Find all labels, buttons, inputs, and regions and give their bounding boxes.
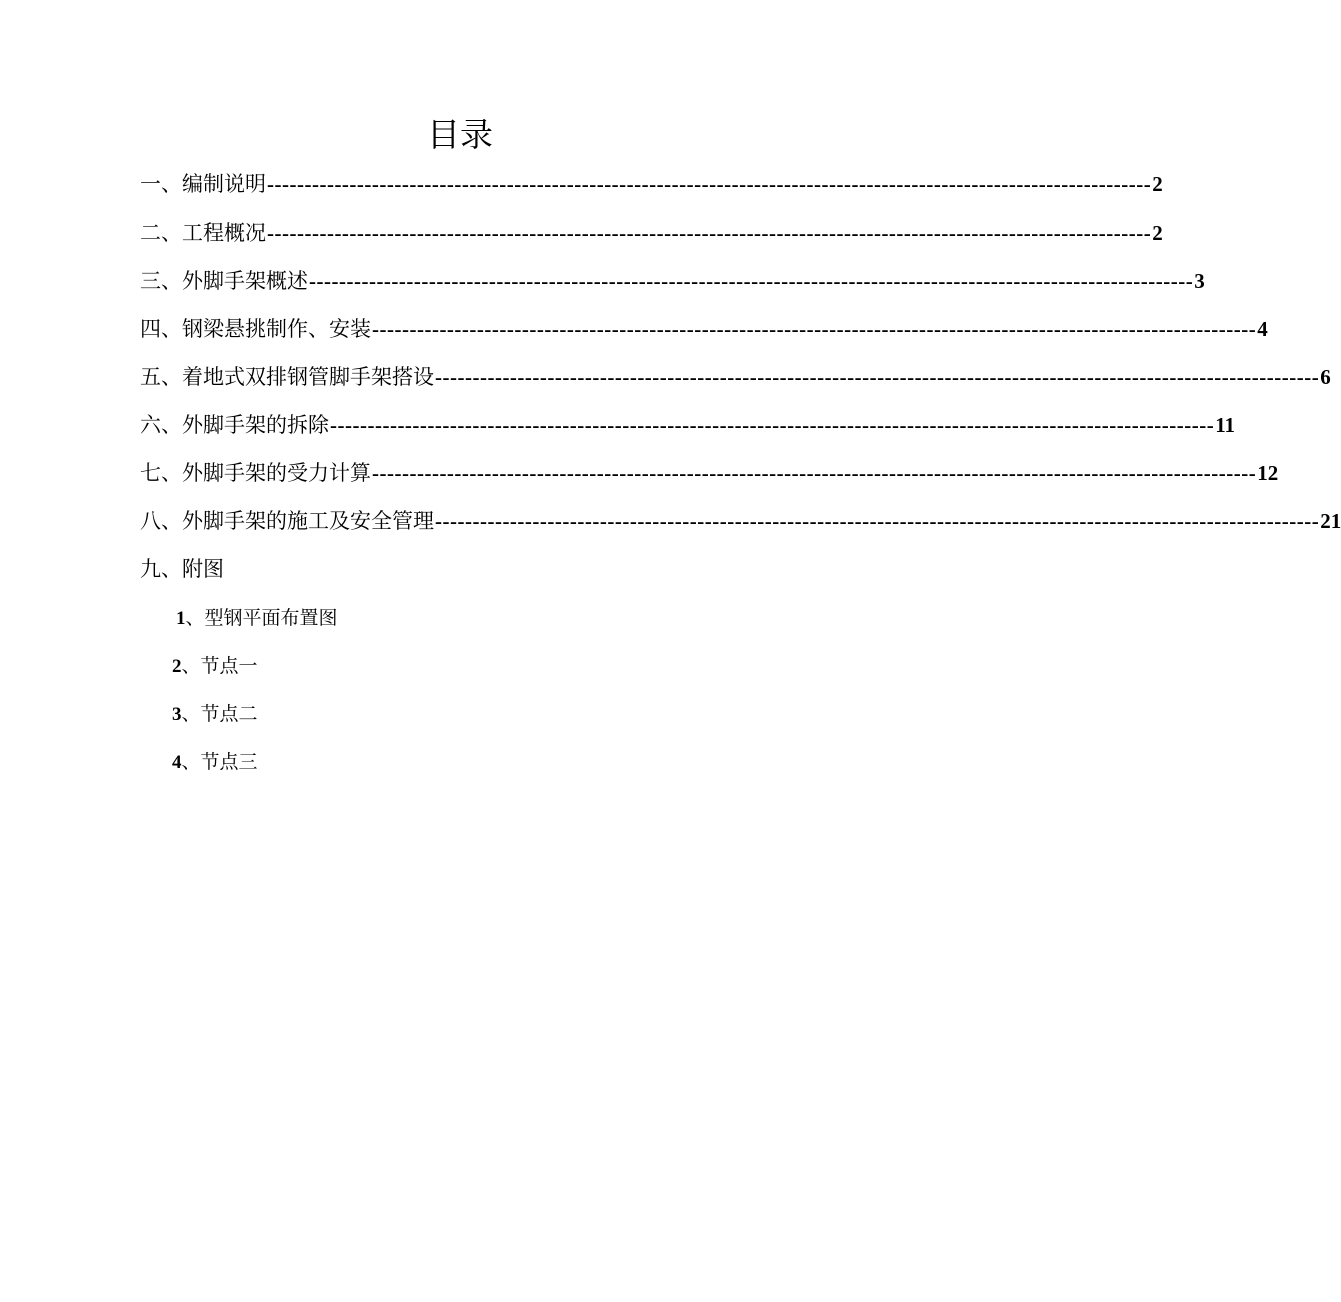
toc-entry-page: 21 [1320,509,1341,533]
dot-leader: ---------------------------------------------------------------------------------------------------------------------- [267,221,1152,245]
toc-entry-7 [140,458,1279,488]
dot-leader: ---------------------------------------------------------------------------------------------------------------------- [372,317,1257,341]
appendix-item-text: 、节点二 [181,703,258,725]
toc-entry-label: 二、工程概况 [140,221,266,245]
toc-entry-4 [140,314,1268,344]
toc-entry-label: 三、外脚手架概述 [140,269,308,293]
toc-entry-page: 11 [1215,413,1236,437]
toc-entry-5 [140,362,1331,392]
toc-entry-label: 五、着地式双排钢管脚手架搭设 [140,365,434,389]
appendix-item-2 [172,652,258,681]
dot-leader: ---------------------------------------------------------------------------------------------------------------------- [435,509,1320,533]
appendix-item-1 [176,604,338,633]
appendix-item-number: 4 [172,752,182,773]
toc-entry-label: 一、编制说明 [140,172,266,196]
toc-entry-8 [140,506,1341,536]
dot-leader: ---------------------------------------------------------------------------------------------------------------------- [372,461,1257,485]
page-title: 目录 [427,115,493,154]
appendix-label: 九、附图 [140,557,224,581]
toc-entry-3 [140,266,1205,296]
appendix-item-number: 1 [176,608,186,629]
toc-entry-label: 六、外脚手架的拆除 [140,413,329,437]
toc-entry-page: 2 [1152,221,1163,245]
dot-leader: ---------------------------------------------------------------------------------------------------------------------- [435,365,1320,389]
appendix-item-number: 3 [172,704,182,725]
toc-entry-page: 12 [1257,461,1279,485]
dot-leader: ---------------------------------------------------------------------------------------------------------------------- [330,413,1215,437]
toc-entry-label: 七、外脚手架的受力计算 [140,461,371,485]
appendix-item-3 [172,700,258,729]
toc-entry-label: 四、钢梁悬挑制作、安装 [140,317,371,341]
dot-leader: ---------------------------------------------------------------------------------------------------------------------- [267,172,1152,196]
appendix-item-number: 2 [172,656,182,677]
appendix-item-4 [172,748,258,777]
toc-entry-label: 八、外脚手架的施工及安全管理 [140,509,434,533]
appendix-item-text: 、型钢平面布置图 [185,607,338,629]
toc-entry-page: 4 [1257,317,1268,341]
appendix-item-text: 、节点三 [181,751,258,773]
toc-entry-6 [140,410,1236,440]
toc-entry-2 [140,218,1163,248]
toc-entry-page: 6 [1320,365,1331,389]
toc-entry-page: 3 [1194,269,1205,293]
toc-appendix-heading [140,554,224,584]
dot-leader: ---------------------------------------------------------------------------------------------------------------------- [309,269,1194,293]
appendix-item-text: 、节点一 [181,655,258,677]
toc-entry-1 [140,169,1163,199]
toc-entry-page: 2 [1152,172,1163,196]
